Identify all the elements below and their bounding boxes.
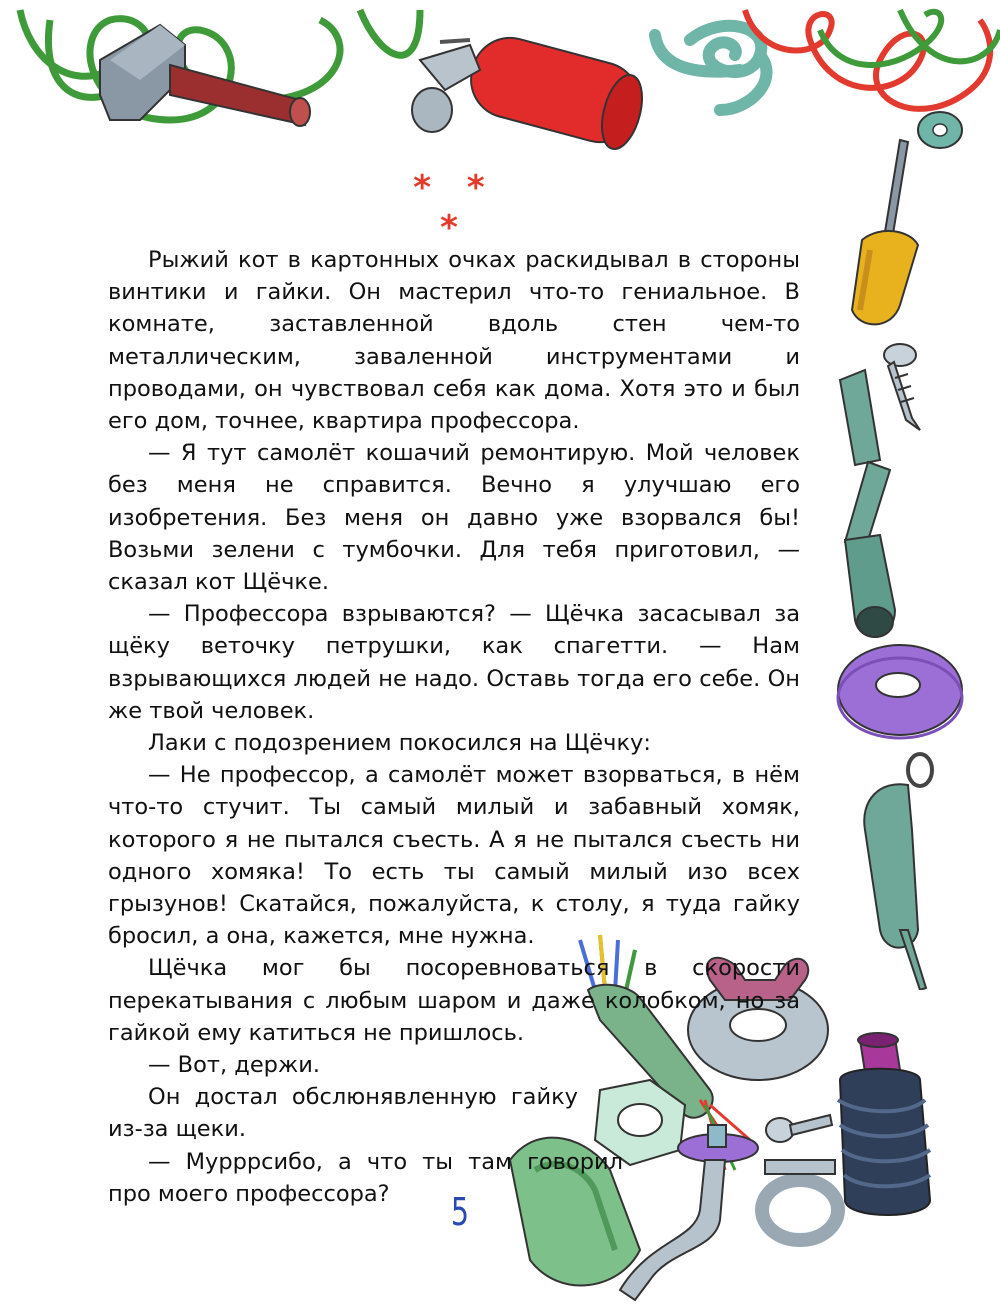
paragraph: Щёчка мог бы посоревноваться в скорости перекатывания с любым шаром и даже колобком, но за гайкой ему катиться не пришлось. (108, 955, 800, 1046)
crank-tool-icon (840, 370, 895, 637)
paragraph: Лаки с подозрением покосился на Щёчку: (148, 730, 651, 757)
paragraph: — Мурррсибо, а что ты там говорил про моего профессора? (108, 1148, 623, 1207)
paragraph: Он достал обслюнявленную гайку из-за щеки. (108, 1084, 578, 1143)
story-text (108, 244, 800, 1210)
paragraph: Рыжий кот в картонных очках раскидывал в стороны винтики и гайки. Он мастерил что-то гениальное. В комнате, заставленной вдоль стен чем-то металлическим, заваленной инструментами и проводами, он чувствовал себя как дома. Хотя это и был его дом, точнее, квартира профессора. (108, 247, 800, 435)
right-tools-illustration (800, 130, 1000, 990)
paragraph: — Я тут самолёт кошачий ремонтирую. Мой человек без меня не справится. Вечно я улучшаю его изобретения. Без меня он давно уже взорвался бы! Возьми зелени с тумбочки. Для тебя приготовил, — сказал кот Щёчке. (108, 440, 800, 596)
purple-washer-icon (838, 645, 962, 738)
screwdriver-icon (852, 140, 918, 324)
paragraph: — Не профессор, а самолёт может взорваться, в нём что-то стучит. Ты самый милый и забавный хомяк, которого я не пытался съесть. А я не пытался съесть ни одного хомяка! То есть ты самый милый изо всех грызунов! Скатайся, пожалуйста, к столу, я туда гайку бросил, а она, кажется, мне нужна. (108, 762, 800, 950)
paragraph: — Вот, держи. (148, 1052, 320, 1079)
screw-icon (884, 344, 920, 430)
bellows-icon (838, 1033, 930, 1215)
extinguisher-icon (412, 29, 649, 153)
section-separator: * * * (413, 168, 497, 248)
spring-icon (655, 26, 766, 110)
paragraph: — Профессора взрываются? — Щёчка засасывал за щёку веточку петрушки, как спагетти. — Нам взрывающихся людей не надо. Оставь тогда его себе. Он же твой человек. (108, 601, 800, 724)
page-number: 5 (450, 1190, 470, 1234)
